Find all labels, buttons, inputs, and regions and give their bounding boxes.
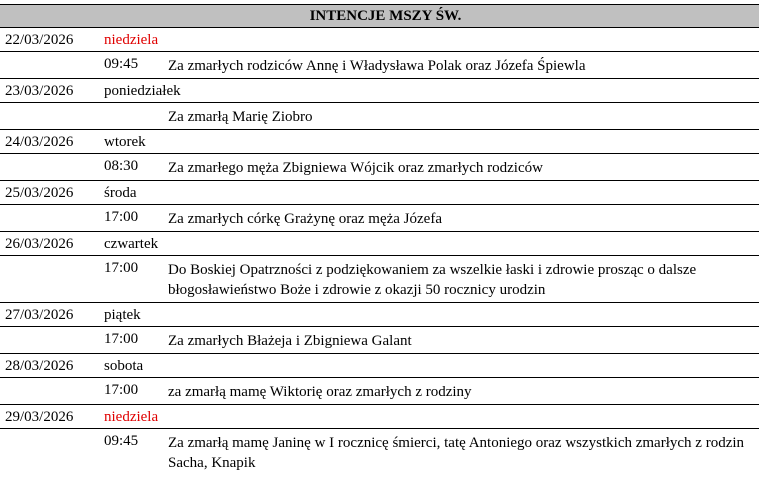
- mass-row: [0, 205, 759, 232]
- intention-cell: Za zmarłych rodziców Annę i Władysława Polak oraz Józefa Śpiewla: [168, 58, 586, 74]
- intention-cell: Za zmarłych córkę Grażynę oraz męża Józefa: [168, 211, 442, 227]
- intention-cell: Za zmarłego męża Zbigniewa Wójcik oraz zmarłych rodziców: [168, 160, 543, 176]
- mass-row: [0, 327, 759, 354]
- day-row: [0, 232, 759, 256]
- mass-row: [0, 154, 759, 181]
- weekday-cell: wtorek: [104, 134, 146, 150]
- date-cell: 27/03/2026: [5, 307, 74, 323]
- intention-cell: Do Boskiej Opatrzności z podziękowaniem za wszelkie łaski i zdrowie prosząc o dalsze błogosławieństwo Boże i zdrowie z okazji 50 rocznicy urodzin: [168, 262, 697, 298]
- intention-cell: za zmarłą mamę Wiktorię oraz zmarłych z rodziny: [168, 384, 472, 400]
- title-text: INTENCJE MSZY ŚW.: [309, 8, 462, 24]
- time-cell: 17:00: [104, 209, 139, 225]
- date-cell: 26/03/2026: [5, 236, 74, 252]
- time-cell: 09:45: [104, 56, 139, 72]
- date-cell: 28/03/2026: [5, 358, 74, 374]
- date-cell: 23/03/2026: [5, 83, 74, 99]
- day-row: [0, 28, 759, 52]
- time-cell: 17:00: [104, 331, 139, 347]
- time-cell: 09:45: [104, 433, 139, 449]
- mass-row: [0, 429, 759, 475]
- weekday-cell: niedziela: [104, 32, 159, 48]
- weekday-cell: czwartek: [104, 236, 159, 252]
- time-cell: 17:00: [104, 260, 139, 276]
- weekday-cell: piątek: [104, 307, 141, 323]
- date-cell: 24/03/2026: [5, 134, 74, 150]
- time-cell: 08:30: [104, 158, 139, 174]
- intention-cell: Za zmarłą mamę Janinę w I rocznicę śmierci, tatę Antoniego oraz wszystkich zmarłych z rodzin Sacha, Knapik: [168, 435, 745, 471]
- date-cell: 25/03/2026: [5, 185, 74, 201]
- mass-intentions-table: [0, 4, 759, 475]
- mass-row: [0, 378, 759, 405]
- date-cell: 22/03/2026: [5, 32, 74, 48]
- intention-cell: Za zmarłych Błażeja i Zbigniewa Galant: [168, 333, 412, 349]
- day-row: [0, 405, 759, 429]
- time-cell: 17:00: [104, 382, 139, 398]
- weekday-cell: niedziela: [104, 409, 159, 425]
- day-row: [0, 354, 759, 378]
- weekday-cell: sobota: [104, 358, 144, 374]
- intention-cell: Za zmarłą Marię Ziobro: [168, 109, 313, 125]
- weekday-cell: poniedziałek: [104, 83, 181, 99]
- day-row: [0, 130, 759, 154]
- mass-row: [0, 52, 759, 79]
- mass-row: [0, 103, 759, 130]
- day-row: [0, 79, 759, 103]
- weekday-cell: środa: [104, 185, 137, 201]
- date-cell: 29/03/2026: [5, 409, 74, 425]
- day-row: [0, 303, 759, 327]
- day-row: [0, 181, 759, 205]
- mass-row: [0, 256, 759, 303]
- table-title: [0, 4, 759, 28]
- table-body: [0, 28, 759, 475]
